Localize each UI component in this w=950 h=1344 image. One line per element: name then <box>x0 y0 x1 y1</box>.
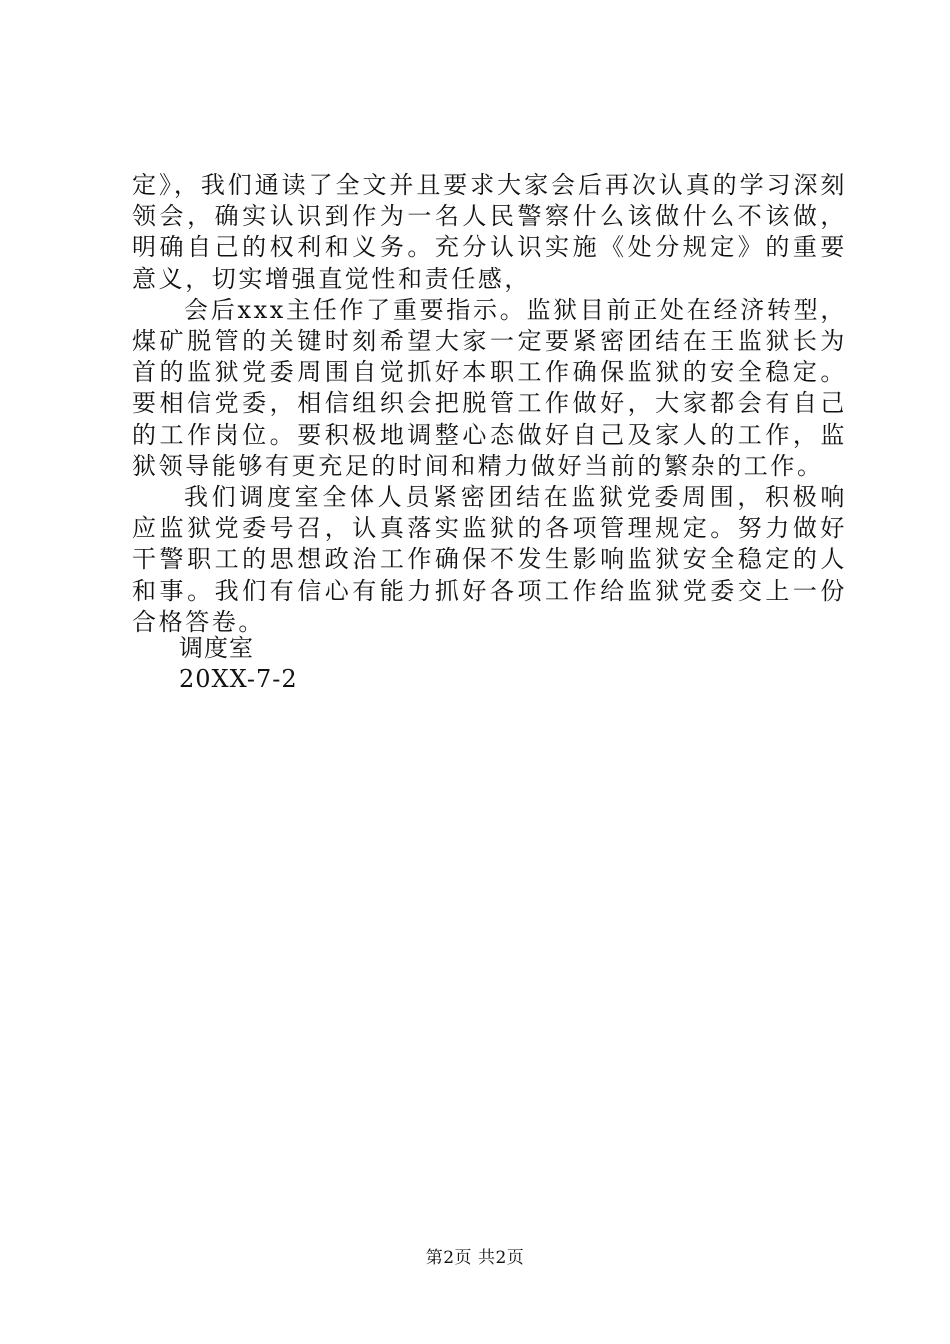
signature-department: 调度室 <box>179 634 254 662</box>
paragraph-2: 会后xxx主任作了重要指示。监狱目前正处在经济转型，煤矿脱管的关键时刻希望大家一定要紧密团结在王监狱长为首的监狱党委周围自觉抓好本职工作确保监狱的安全稳定。要相信党委，相信组织会把脱管工作做好，大家都会有自己的工作岗位。要积极地调整心态做好自己及家人的工作，监狱领导能够有更充足的时间和精力做好当前的繁杂的工作。 <box>132 295 847 480</box>
document-body <box>132 170 847 638</box>
paragraph-3: 我们调度室全体人员紧密团结在监狱党委周围，积极响应监狱党委号召，认真落实监狱的各项管理规定。努力做好干警职工的思想政治工作确保不发生影响监狱安全稳定的人和事。我们有信心有能力抓好各项工作给监狱党委交上一份合格答卷。 <box>132 483 847 636</box>
page-footer: 第2页 共2页 <box>425 1248 525 1268</box>
signature-date: 20XX-7-2 <box>179 665 298 693</box>
signature-block <box>179 633 298 695</box>
paragraph-1: 定》，我们通读了全文并且要求大家会后再次认真的学习深刻领会，确实认识到作为一名人民警察什么该做什么不该做，明确自己的权利和义务。充分认识实施《处分规定》的重要意义，切实增强直觉性和责任感， <box>132 171 847 293</box>
